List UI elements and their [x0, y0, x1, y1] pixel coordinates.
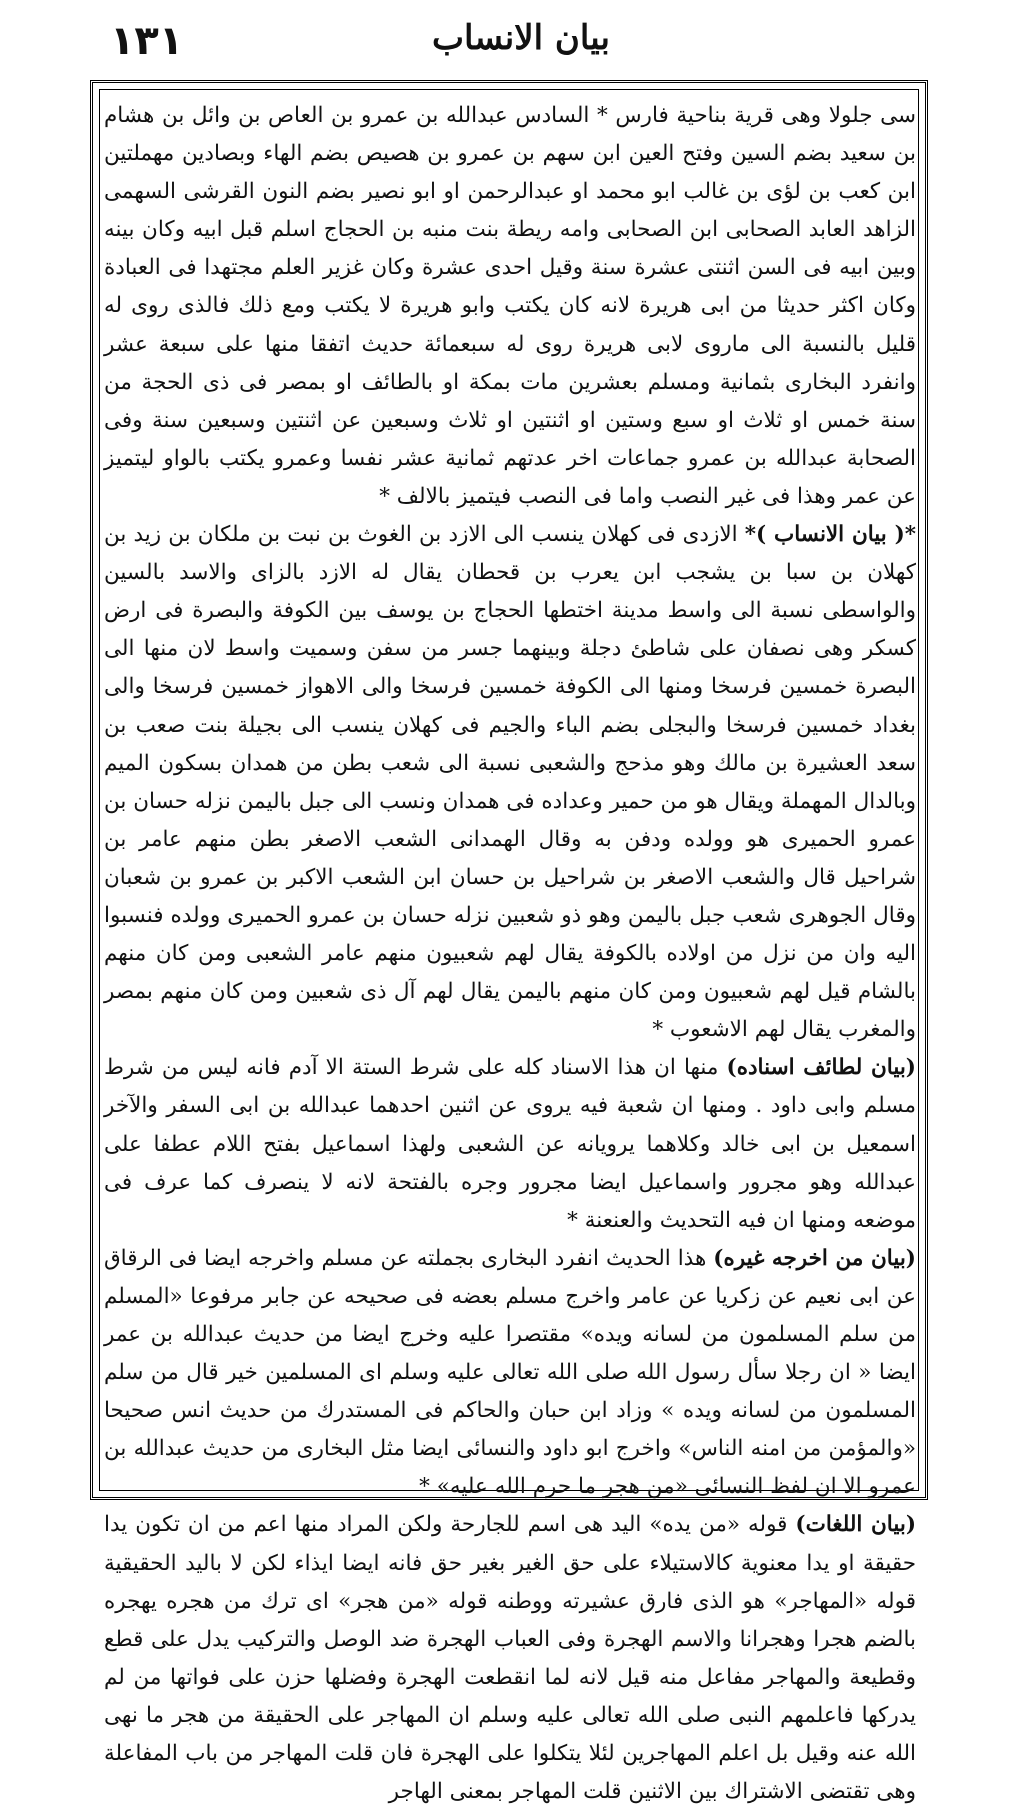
paragraph-man-akhrajahu: [104, 1240, 916, 1507]
paragraph-text: منها ان هذا الاسناد كله على شرط الستة الا آدم فانه ليس من شرط مسلم وابى داود . ومنها ان شعبة فيه يروى عن اثنين احدهما عبدالله بن ابى السفر والآخر اسمعيل بن ابى خالد وكلاهما يرويانه عن الشعبى ولهذا اسماعيل بفتح اللام عطفا على عبدالله وهو مجرور واسماعيل ايضا مجرور وجره بالفتحة لانه لا ينصرف كما عرف فى موضعه ومنها ان فيه التحديث والعنعنة *: [104, 1055, 916, 1233]
paragraph-bayan-al-lughat: [104, 1506, 916, 1811]
section-heading: (بيان لطائف اسناده): [726, 1055, 916, 1081]
paragraph-text: الازدى فى كهلان ينسب الى الازد بن الغوث بن نبت بن ملكان بن زيد بن كهلان بن سبا بن يشجب ابن يعرب بن قحطان يقال له الازد بالزاى والاسد بالسين والواسطى نسبة الى واسط مدينة اختطها الحجاج بن يوسف بين الكوفة والبصرة فى ارض كسكر وهى نصفان على شاطئ دجلة وبينهما جسر من سفن وسميت واسط لان منها الى البصرة خمسين فرسخا ومنها الى الكوفة خمسين فرسخا والى الاهواز خمسين فرسخا والى بغداد خمسين فرسخا والبجلى بضم الباء والجيم فى كهلان ينسب الى بجيلة بنت صعب بن سعد العشيرة بن مالك وهو مذحج والشعبى نسبة الى شعب بطن من همدان بسكون الميم وبالدال المهملة ويقال هو من حمير وعداده فى همدان ونسب الى جبل باليمن نزله حسان بن عمرو الحميرى هو وولده ودفن به وقال الهمدانى الشعب الاصغر بطن منهم عامر بن شراحيل قال والشعب الاصغر بن شراحيل بن حسان ابن الشعب الاكبر بن عمرو بن شعبان وقال الجوهرى شعب جبل باليمن وهو ذو شعبين نزله حسان بن عمرو الحميرى وولده فنسبوا اليه وان من نزل من اولاده بالكوفة يقال لهم شعبيون منهم عامر الشعبى ومن كان منهم بالشام قيل لهم شعبيون ومن كان منهم باليمن يقال لهم آل ذى شعبين ومن كان منهم بمصر والمغرب يقال لهم الاشعوب *: [104, 522, 916, 1043]
running-title: بيان الانساب: [432, 18, 610, 58]
paragraph-bayan-al-ansab: [104, 516, 916, 1049]
paragraph-lataif-isnad: [104, 1049, 916, 1239]
paragraph-text: هذا الحديث انفرد البخارى بجملته عن مسلم واخرجه ايضا فى الرقاق عن ابى نعيم عن زكريا عن عامر واخرج مسلم بعضه فى صحيحه عن جابر مرفوعا «المسلم من سلم المسلمون من لسانه ويده» مقتصرا عليه وخرج ايضا من حديث عبدالله بن عمر ايضا « ان رجلا سأل رسول الله صلى الله تعالى عليه وسلم اى المسلمين خير قال من سلم المسلمون من لسانه ويده » وزاد ابن حبان والحاكم فى المستدرك من حديث انس صحيحا «والمؤمن من امنه الناس» واخرج ابو داود والنسائى ايضا مثل البخارى من حديث عبدالله بن عمرو الا ان لفظ النسائى «من هجر ما حرم الله عليه» *: [104, 1245, 916, 1500]
paragraph-sahabi-bio: [104, 97, 916, 516]
section-heading: (بيان اللغات): [795, 1512, 916, 1538]
section-heading: *( بيان الانساب )*: [744, 522, 916, 548]
paragraph-text: قوله «من يده» اليد هى اسم للجارحة ولكن المراد منها اعم من ان تكون يدا حقيقة او يدا معنوية كالاستيلاء على حق الغير بغير حق فانه ايضا ايذاء لكن لا باليد الحقيقية قوله «المهاجر» هو الذى فارق عشيرته ووطنه قوله «من هجر» اى ترك من هجره يهجره بالضم هجرا وهجرانا والاسم الهجرة وفى العباب الهجرة ضد الوصل والتركيب يدل على قطع وقطيعة والمهاجر مفاعل منه قيل لانه لما انقطعت الهجرة وفضلها حزن على فواتها من لم يدركها فاعلمهم النبى صلى الله تعالى عليه وسلم ان المهاجر على الحقيقة من هجر ما نهى الله عنه وقيل بل اعلم المهاجرين لئلا يتكلوا على الهجرة فان قلت المهاجر من باب المفاعلة وهى تقتضى الاشتراك بين الاثنين قلت المهاجر بمعنى الهاجر: [104, 1512, 916, 1805]
paragraph-text: سى جلولا وهى قرية بناحية فارس * السادس عبدالله بن عمرو بن العاص بن وائل بن هشام بن سعيد بضم السين وفتح العين ابن سهم بن عمرو بن هصيص بضم الهاء وبصادين مهملتين ابن كعب بن لؤى بن غالب ابو محمد او عبدالرحمن او ابو نصير بضم النون القرشى السهمى الزاهد العابد الصحابى ابن الصحابى وامه ريطة بنت منبه بن الحجاج اسلم قبل ابيه وكان بينه وبين ابيه فى السن اثنتى عشرة سنة وقيل احدى عشرة وكان غزير العلم مجتهدا فى العبادة وكان اكثر حديثا من ابى هريرة لانه كان يكتب وابو هريرة لا يكتب ومع ذلك فالذى روى له قليل بالنسبة الى ماروى لابى هريرة روى له سبعمائة حديث اتفقا منها على سبعة عشر وانفرد البخارى بثمانية ومسلم بعشرين مات بمكة او بالطائف او بمصر فى ذى الحجة من سنة خمس او ثلاث او سبع وستين او اثنتين او ثلاث وسبعين عن اثنتين وسبعين سنة وفى الصحابة عبدالله بن عمرو جماعات اخر عدتهم ثمانية عشر نفسا وعمرو يكتب بالواو ليتميز عن عمر وهذا فى غير النصب واما فى النصب فيتميز بالالف *: [104, 103, 916, 509]
page-number: ١٣١: [110, 18, 184, 64]
page-header: [0, 0, 1033, 80]
section-heading: (بيان من اخرجه غيره): [713, 1245, 916, 1271]
